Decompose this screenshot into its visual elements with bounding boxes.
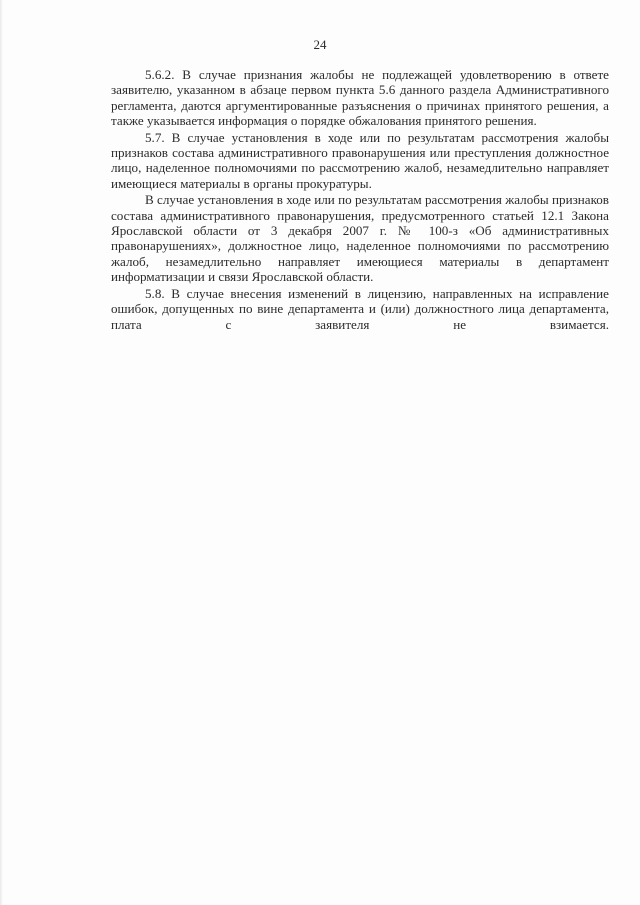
scan-edge-shadow — [0, 0, 3, 905]
paragraph-5-7: 5.7. В случае установления в ходе или по результатам рассмотрения жалобы признаков состава административного правонарушения или преступления должностное лицо, наделенное полномочиями по рассмотрению жалоб, незамедлительно направляет имеющиеся материалы в органы прокуратуры. — [111, 129, 609, 191]
page-number: 24 — [313, 37, 327, 52]
paragraph-5-7-admin-offense: В случае установления в ходе или по результатам рассмотрения жалобы признаков состава административного правонарушения, предусмотренного статьей 12.1 Закона Ярославской области от 3 декабря 2007 г. № 100-з «Об административных правонарушениях», должностное лицо, наделенное полномочиями по рассмотрению жалоб, незамедлительно направляет имеющиеся материалы в департамент информатизации и связи Ярославской области. — [111, 192, 609, 285]
paragraph-5-6-2: 5.6.2. В случае признания жалобы не подлежащей удовлетворению в ответе заявителю, указанном в абзаце первом пункта 5.6 данного раздела Административного регламента, даются аргументированные разъяснения о причинах принятого решения, а также указывается информация о порядке обжалования принятого решения. — [111, 67, 609, 129]
paragraph-5-8: 5.8. В случае внесения изменений в лицензию, направленных на исправление ошибок, допущенных по вине департамента и (или) должностного лица департамента, плата с заявителя не взимается. — [111, 285, 609, 332]
document-body — [111, 67, 609, 333]
